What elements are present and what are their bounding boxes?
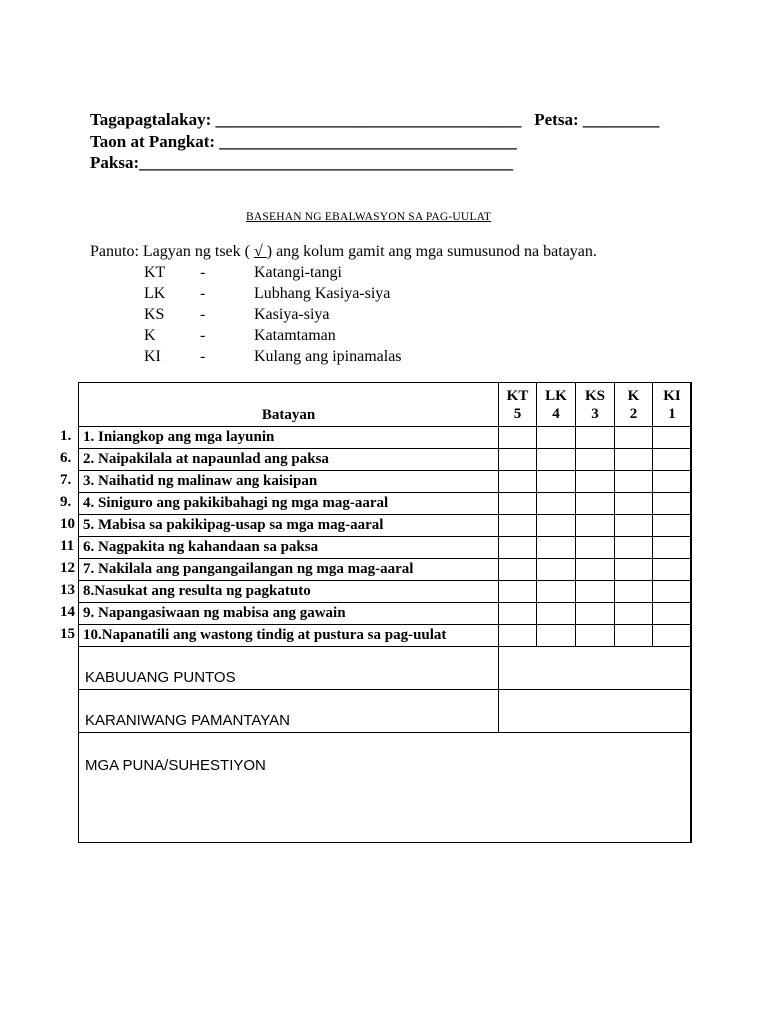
rating-points: 4 [552,405,560,422]
legend-dash: - [200,327,206,344]
rating-cell[interactable] [653,449,692,471]
margin-number: 6. [60,450,72,466]
rating-cell[interactable] [615,603,653,625]
table-row [79,515,692,537]
margin-number: 14 [60,604,75,620]
rating-cell[interactable] [653,581,692,603]
rating-cell[interactable] [576,493,615,515]
rating-points: 5 [513,405,522,422]
legend-desc: Kasiya-siya [254,306,330,323]
rating-cell[interactable] [653,427,692,449]
margin-number: 7. [60,472,72,488]
rating-header-ki [653,383,692,427]
rating-cell[interactable] [499,537,537,559]
rating-cell[interactable] [499,427,537,449]
reporter-date-line: Tagapagtalakay: ____________________________________ Petsa: _________ [90,110,660,129]
rating-header-lk [537,383,576,427]
criterion-label: 2. Naipakilala at napaunlad ang paksa [79,449,499,471]
rating-cell[interactable] [615,515,653,537]
legend-dash: - [200,348,206,365]
criteria-header: Batayan [79,383,499,427]
comments-field[interactable] [79,733,692,843]
rating-cell[interactable] [615,625,653,647]
rating-cell[interactable] [653,625,692,647]
rating-cell[interactable] [576,427,615,449]
rating-cell[interactable] [576,515,615,537]
rating-header-ks [576,383,615,427]
rating-cell[interactable] [537,625,576,647]
rating-cell[interactable] [499,581,537,603]
total-points-label: KABUUANG PUNTOS [79,647,499,690]
rating-cell[interactable] [576,537,615,559]
margin-number: 13 [60,582,75,598]
evaluation-table [78,382,692,843]
legend-code: K [144,327,156,344]
check-mark: √ [253,243,267,260]
rating-cell[interactable] [499,493,537,515]
table-row [79,581,692,603]
rating-cell[interactable] [537,471,576,493]
rating-cell[interactable] [499,471,537,493]
rating-cell[interactable] [576,559,615,581]
legend-desc: Katangi-tangi [254,264,342,281]
comments-label: MGA PUNA/SUHESTIYON [85,757,266,774]
rating-cell[interactable] [615,471,653,493]
rating-cell[interactable] [615,449,653,471]
rating-cell[interactable] [653,471,692,493]
legend-code: KT [144,264,166,281]
rating-cell[interactable] [653,515,692,537]
rating-code: K [627,387,640,404]
rating-cell[interactable] [499,449,537,471]
rating-cell[interactable] [653,537,692,559]
margin-number: 1. [60,428,72,444]
rating-cell[interactable] [615,537,653,559]
rating-cell[interactable] [653,493,692,515]
instructions [90,243,597,261]
rating-cell[interactable] [615,581,653,603]
table-row [79,559,692,581]
rating-cell[interactable] [615,427,653,449]
table-row [79,471,692,493]
topic-line: Paksa:____________________________________________ [90,153,514,172]
criterion-label: 6. Nagpakita ng kahandaan sa paksa [79,537,499,559]
rating-cell[interactable] [499,603,537,625]
rating-code: KI [663,387,681,404]
legend-dash: - [200,264,206,281]
margin-number: 12 [60,560,75,576]
margin-number: 10 [60,516,75,532]
rating-cell[interactable] [576,449,615,471]
rating-cell[interactable] [576,625,615,647]
rating-cell[interactable] [499,559,537,581]
legend-desc: Katamtaman [254,327,336,344]
rating-cell[interactable] [537,581,576,603]
legend-dash: - [200,306,206,323]
rating-cell[interactable] [499,625,537,647]
rating-cell[interactable] [537,427,576,449]
rating-cell[interactable] [499,515,537,537]
criterion-label: 9. Napangasiwaan ng mabisa ang gawain [79,603,499,625]
rating-points: 3 [591,405,599,422]
rating-cell[interactable] [537,515,576,537]
rating-code: LK [545,387,567,404]
rating-points: 1 [668,405,676,422]
rating-code: KS [584,387,605,404]
legend-dash: - [200,285,206,302]
legend-code: LK [144,285,166,302]
rating-points: 2 [629,405,638,422]
average-rating-row [79,690,692,733]
instructions-after: ) ang kolum gamit ang mga sumusunod na batayan. [266,243,597,260]
table-row [79,625,692,647]
rating-cell[interactable] [615,559,653,581]
table-row [79,427,692,449]
rating-cell[interactable] [576,471,615,493]
rating-cell[interactable] [576,603,615,625]
rating-cell[interactable] [537,537,576,559]
criterion-label: 1. Iniangkop ang mga layunin [79,427,499,449]
criterion-label: 10.Napanatili ang wastong tindig at pustura sa pag-uulat [79,625,499,647]
criterion-label: 3. Naihatid ng malinaw ang kaisipan [79,471,499,493]
legend-code: KI [144,348,161,365]
total-points-field[interactable] [499,647,692,690]
rating-cell[interactable] [653,603,692,625]
margin-number: 15 [60,626,75,642]
average-rating-label: KARANIWANG PAMANTAYAN [79,690,499,733]
legend-code: KS [144,306,165,323]
table-row [79,603,692,625]
form-title: BASEHAN NG EBALWASYON SA PAG-UULAT [246,211,492,223]
margin-number: 9. [60,494,72,510]
rating-cell[interactable] [537,603,576,625]
criterion-label: 8.Nasukat ang resulta ng pagkatuto [79,581,499,603]
rating-cell[interactable] [615,493,653,515]
total-points-row [79,647,692,690]
rating-cell[interactable] [576,581,615,603]
criterion-label: 7. Nakilala ang pangangailangan ng mga mag-aaral [79,559,499,581]
table-row [79,449,692,471]
table-row [79,537,692,559]
rating-cell[interactable] [537,559,576,581]
rating-code: KT [506,387,529,404]
criterion-label: 4. Siniguro ang pakikibahagi ng mga mag-aaral [79,493,499,515]
rating-cell[interactable] [537,449,576,471]
rating-cell[interactable] [537,493,576,515]
rating-header-k [615,383,653,427]
criterion-label: 5. Mabisa sa pakikipag-usap sa mga mag-aaral [79,515,499,537]
year-section-line: Taon at Pangkat: ___________________________________ [90,132,517,151]
margin-number: 11 [60,538,75,554]
average-rating-field[interactable] [499,690,692,733]
legend-desc: Kulang ang ipinamalas [254,348,402,365]
legend-desc: Lubhang Kasiya-siya [254,285,391,302]
table-row [79,493,692,515]
comments-row [79,733,692,843]
rating-header-kt [499,383,537,427]
instructions-before: Panuto: Lagyan ng tsek ( [90,243,254,260]
rating-cell[interactable] [653,559,692,581]
